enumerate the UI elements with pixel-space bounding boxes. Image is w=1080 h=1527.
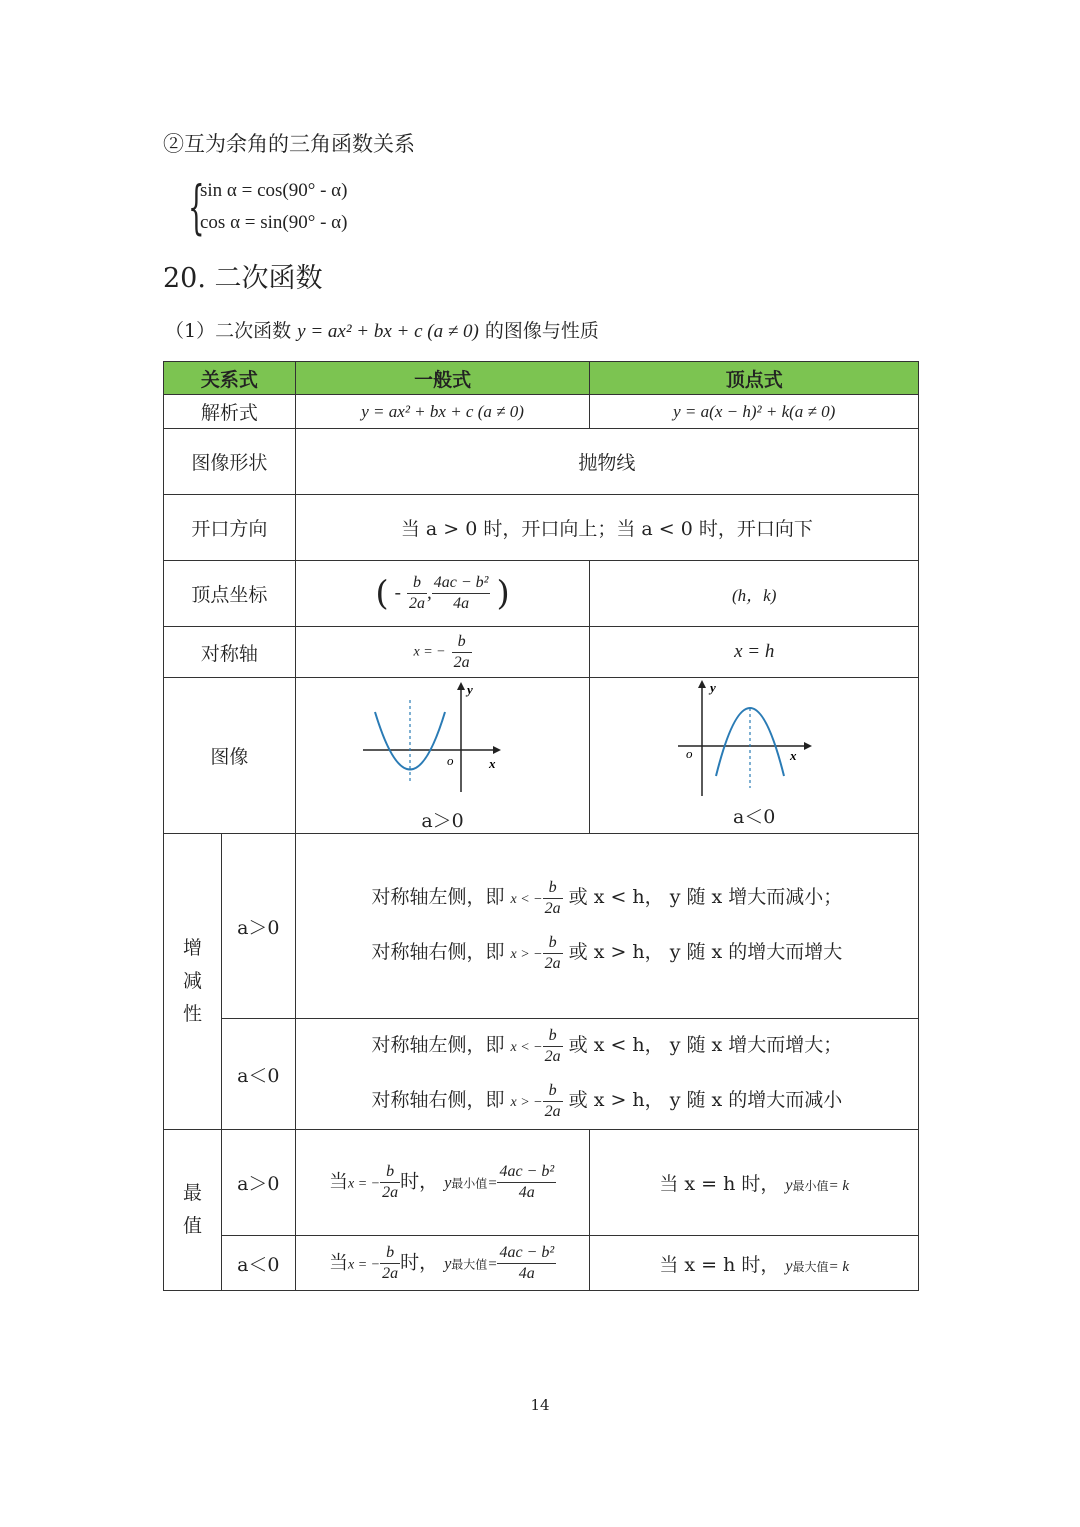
ext-eq: = k [828, 1258, 850, 1275]
ext-y: y [444, 1255, 452, 1272]
cond-pos: a＞0 [221, 1130, 295, 1236]
page-number: 14 [530, 1396, 550, 1414]
ext-text: 时， [400, 1170, 439, 1193]
monotonic-label [164, 834, 222, 1130]
frac-den: 4a [518, 1184, 535, 1201]
frac-den: 2a [453, 653, 470, 671]
general-axis [295, 627, 590, 678]
label-char: 减 [182, 970, 202, 992]
y-arrow-icon [698, 680, 706, 688]
frac-den: 2a [382, 1184, 399, 1201]
row-label: 图像形状 [164, 429, 296, 495]
x-arrow-icon [493, 746, 501, 754]
subtitle-formula: y = ax² + bx + c (a ≠ 0) [297, 321, 479, 342]
trig-eq-2: cos α = sin(90° - α) [200, 212, 348, 233]
chapter-heading: 20. 二次函数 [163, 263, 323, 294]
graph-vertex-cell [590, 678, 919, 834]
frac-den: 2a [409, 595, 426, 612]
row-label: 开口方向 [164, 495, 296, 561]
extreme-general-neg [295, 1236, 590, 1291]
row-label: 对称轴 [164, 627, 296, 678]
frac-den: 2a [544, 899, 561, 917]
graph-upward [363, 682, 523, 792]
frac-den: 4a [453, 595, 470, 612]
extreme-label [164, 1130, 222, 1291]
x-label: x [790, 748, 797, 763]
ext-text: 当 [329, 1251, 349, 1273]
origin-label: o [446, 753, 454, 768]
trig-system [188, 173, 418, 241]
table-row [164, 627, 919, 678]
section-title: ②互为余角的三角函数关系 [163, 132, 415, 156]
ext-eq: = [487, 1256, 498, 1272]
paren-close: ) [496, 573, 510, 614]
table-row [164, 1019, 919, 1130]
frac-den: 4a [518, 1264, 535, 1282]
extreme-vertex-neg [590, 1236, 919, 1291]
frac-num: b [543, 1081, 563, 1102]
frac-num: 4ac − b² [432, 573, 491, 594]
extreme-vertex-pos [590, 1130, 919, 1236]
opening-value: 当 a > 0 时，开口向上；当 a < 0 时，开口向下 [295, 495, 918, 561]
frac-num: b [452, 632, 472, 653]
general-vertex-coord: ( - $\frac{b}{2a}$ , $\frac{\text{4ac − b²}}{4a}$ ) [295, 561, 590, 627]
trig-eq-1: sin α = cos(90° - α) [200, 180, 348, 201]
vertex-axis: x = h [590, 627, 919, 678]
x-label: x [488, 756, 496, 771]
frac-den: 2a [544, 954, 561, 972]
table-row [164, 834, 919, 1019]
row-label: 解析式 [164, 395, 296, 429]
mono-x: x > − [510, 1095, 543, 1110]
mono-text: 或 x < h， [568, 1034, 664, 1056]
ext-sub: 最小值 [451, 1176, 488, 1191]
mono-x: x > − [510, 947, 543, 962]
ext-y: y [444, 1174, 452, 1192]
y-arrow-icon [457, 682, 465, 690]
ext-y: y [785, 1177, 793, 1194]
ext-sub: 最大值 [451, 1257, 488, 1271]
frac-num: b [543, 878, 563, 899]
parabola-down [716, 708, 784, 776]
vertex-coord: (h，k) [590, 561, 919, 627]
mono-text: y 随 x 增大而减小； [669, 886, 843, 908]
graph-caption: a＞0 [421, 810, 464, 832]
header-vertex: 顶点式 [590, 362, 919, 395]
ext-sub: 最小值 [792, 1179, 829, 1193]
extreme-general-pos [295, 1130, 590, 1236]
ext-eq: = k [828, 1178, 850, 1194]
ext-eq: = [487, 1175, 498, 1192]
subtitle-suffix: 的图像与性质 [484, 320, 599, 342]
paren-open: ( [375, 573, 389, 614]
table-row [164, 495, 919, 561]
ext-text: 当 [329, 1170, 349, 1193]
mono-text: 或 x > h， [568, 941, 664, 963]
table-row [164, 561, 919, 627]
cond-neg: a＜0 [221, 1019, 295, 1130]
table-row [164, 678, 919, 834]
graph-downward [674, 680, 834, 798]
cond-pos: a＞0 [221, 834, 295, 1019]
ext-text: 时， [400, 1251, 439, 1273]
frac-num: b [543, 933, 563, 954]
frac-num: b [380, 1243, 400, 1264]
mono-text: y 随 x 的增大而减小 [669, 1089, 843, 1111]
mono-text: 对称轴左侧，即 [371, 886, 505, 908]
quadratic-table [163, 361, 919, 1291]
table-header [164, 362, 919, 395]
vertex-formula: y = a(x − h)² + k(a ≠ 0) [590, 395, 919, 429]
y-label: y [710, 680, 716, 695]
cond-neg: a＜0 [221, 1236, 295, 1291]
frac-num: b [380, 1162, 400, 1183]
table-row [164, 429, 919, 495]
frac-num: b [407, 573, 427, 594]
ext-text: 当 x = h 时， [659, 1253, 780, 1276]
header-general: 一般式 [295, 362, 590, 395]
ext-x: x = − [348, 1176, 381, 1192]
subtitle [165, 316, 599, 343]
mono-text: 对称轴右侧，即 [371, 1089, 505, 1111]
mono-text: y 随 x 增大而增大； [669, 1034, 843, 1056]
mono-text: 或 x < h， [568, 886, 664, 908]
monotonic-neg [295, 1019, 918, 1130]
ext-text: 当 x = h 时， [659, 1173, 780, 1195]
general-formula: y = ax² + bx + c (a ≠ 0) [295, 395, 590, 429]
subtitle-prefix: （1）二次函数 [165, 320, 292, 342]
label-char: 值 [182, 1215, 202, 1237]
frac-den: 2a [382, 1264, 399, 1282]
origin-label: o [686, 746, 693, 761]
monotonic-pos [295, 834, 918, 1019]
table-row [164, 1236, 919, 1291]
frac-den: 2a [544, 1102, 561, 1120]
frac-num: 4ac − b² [497, 1243, 556, 1264]
frac-num: b [543, 1026, 563, 1047]
row-label: 顶点坐标 [164, 561, 296, 627]
mono-x: x < − [510, 1040, 543, 1055]
mono-text: 或 x > h， [568, 1089, 664, 1111]
ext-x: x = − [348, 1257, 381, 1272]
mono-text: y 随 x 的增大而增大 [669, 941, 843, 963]
frac-num: 4ac − b² [497, 1162, 556, 1183]
label-char: 性 [182, 1003, 202, 1025]
mono-text: 对称轴右侧，即 [371, 941, 505, 963]
frac-den: 2a [544, 1047, 561, 1065]
x-arrow-icon [804, 742, 812, 750]
row-label: 图像 [164, 678, 296, 834]
label-char: 增 [182, 937, 202, 959]
graph-caption: a＜0 [732, 806, 776, 828]
table-row [164, 1130, 919, 1236]
y-label: y [466, 682, 473, 697]
table-row [164, 395, 919, 429]
label-char: 最 [182, 1182, 202, 1204]
ext-sub: 最大值 [792, 1259, 829, 1274]
ext-y: y [785, 1257, 793, 1275]
graph-general-cell [295, 678, 590, 834]
mono-x: x < − [510, 892, 543, 907]
mono-text: 对称轴左侧，即 [371, 1034, 505, 1056]
brace-icon: { [188, 173, 205, 241]
axis-prefix: x = − [413, 644, 446, 659]
header-relation: 关系式 [164, 362, 296, 395]
shape-value: 抛物线 [295, 429, 918, 495]
